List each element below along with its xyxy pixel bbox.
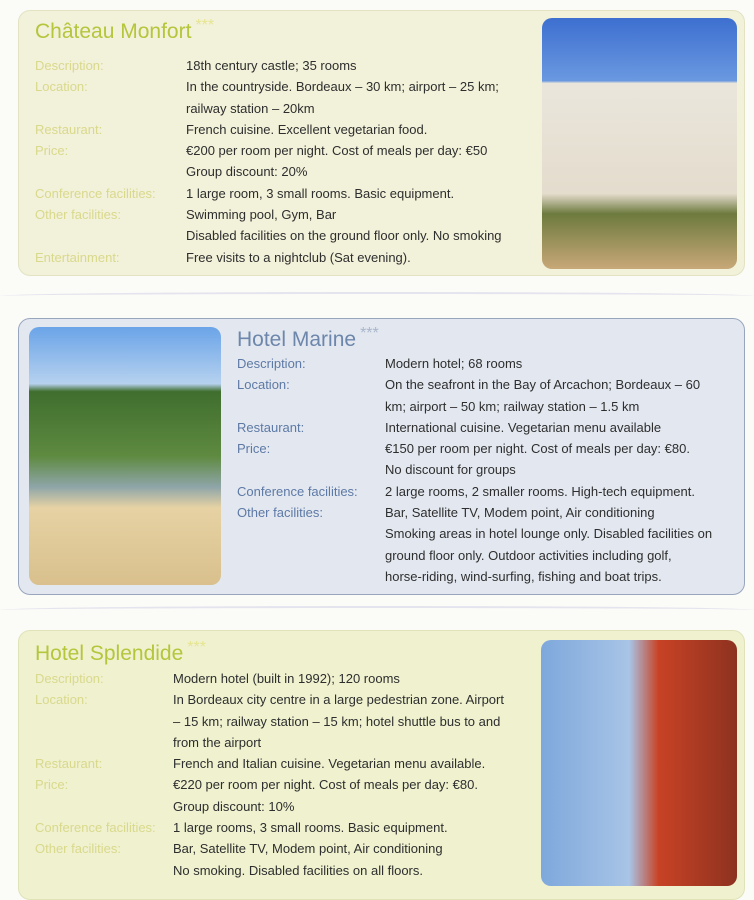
detail-label: Conference facilities: [237, 483, 358, 499]
detail-row [237, 523, 712, 544]
detail-row [237, 566, 712, 587]
hotel-card-chateau-monfort [18, 10, 745, 276]
detail-row [35, 838, 504, 859]
detail-value: French and Italian cuisine. Vegetarian menu available. [173, 756, 486, 772]
detail-value: Modern hotel; 68 rooms [385, 356, 523, 371]
detail-label [237, 459, 385, 480]
detail-row [35, 161, 502, 182]
detail-value: 2 large rooms, 2 smaller rooms. High-tech equipment. [385, 483, 695, 499]
hotel-title [35, 17, 214, 44]
detail-value: from the airport [173, 734, 262, 750]
detail-label: Location: [237, 377, 290, 393]
detail-row [237, 374, 712, 395]
detail-value: On the seafront in the Bay of Arcachon; Bordeaux – 60 [385, 377, 701, 393]
detail-value: French cuisine. Excellent vegetarian food. [186, 121, 428, 137]
detail-value: km; airport – 50 km; railway station – 1.5 km [385, 398, 640, 414]
detail-label: Location: [35, 79, 88, 95]
hotel-card-hotel-marine [18, 318, 745, 595]
hotel-card-hotel-splendide [18, 630, 745, 900]
divider [0, 606, 754, 614]
detail-value: International cuisine. Vegetarian menu available [385, 419, 662, 435]
detail-value: Swimming pool, Gym, Bar [186, 207, 337, 223]
detail-value: Disabled facilities on the ground floor only. No smoking [186, 228, 502, 244]
detail-value: €220 per room per night. Cost of meals per day: €80. [173, 777, 478, 793]
detail-row [237, 438, 712, 459]
detail-label: Entertainment: [35, 249, 120, 265]
detail-label: Conference facilities: [35, 820, 156, 836]
hotel-name: Hotel Marine [237, 328, 357, 351]
detail-label: Conference facilities: [35, 185, 156, 201]
hotel-title [35, 639, 206, 666]
detail-value: Modern hotel (built in 1992); 120 rooms [173, 671, 400, 686]
detail-label [35, 860, 173, 881]
detail-row [35, 689, 504, 710]
detail-value: – 15 km; railway station – 15 km; hotel shuttle bus to and [173, 713, 501, 729]
hotel-photo [542, 18, 737, 269]
detail-label: Description: [35, 58, 104, 73]
detail-row [35, 668, 504, 689]
detail-label: Restaurant: [35, 756, 103, 772]
detail-value: No discount for groups [385, 462, 516, 478]
detail-value: 1 large rooms, 3 small rooms. Basic equipment. [173, 820, 448, 836]
detail-label [237, 523, 385, 544]
detail-label [35, 225, 186, 246]
detail-value: In Bordeaux city centre in a large pedestrian zone. Airport [173, 692, 504, 708]
detail-row [35, 183, 502, 204]
detail-row [35, 76, 502, 97]
detail-label [35, 711, 173, 732]
detail-row [35, 796, 504, 817]
detail-label [35, 732, 173, 753]
detail-row [35, 247, 502, 268]
detail-row [35, 225, 502, 246]
detail-value: Smoking areas in hotel lounge only. Disabled facilities on [385, 526, 713, 542]
detail-row [35, 140, 502, 161]
detail-row [35, 711, 504, 732]
detail-value: In the countryside. Bordeaux – 30 km; airport – 25 km; [186, 79, 499, 95]
detail-value: Group discount: 10% [173, 798, 295, 814]
detail-label: Description: [35, 671, 104, 686]
hotel-photo [541, 640, 737, 886]
hotel-photo [29, 327, 221, 585]
detail-label: Price: [35, 777, 69, 793]
detail-value: ground floor only. Outdoor activities including golf, [385, 547, 672, 563]
detail-row [35, 753, 504, 774]
detail-value: 18th century castle; 35 rooms [186, 58, 357, 73]
detail-row [35, 860, 504, 881]
detail-value: Group discount: 20% [186, 164, 308, 180]
detail-label: Price: [35, 143, 69, 159]
detail-label [35, 98, 186, 119]
hotel-name: Hotel Splendide [35, 642, 184, 665]
hotel-details [237, 353, 712, 587]
detail-row [237, 545, 712, 566]
detail-value: Bar, Satellite TV, Modem point, Air conditioning [173, 841, 443, 857]
detail-value: 1 large room, 3 small rooms. Basic equipment. [186, 185, 455, 201]
detail-label: Price: [237, 441, 271, 457]
detail-label [237, 396, 385, 417]
detail-row [35, 204, 502, 225]
detail-value: railway station – 20km [186, 100, 315, 116]
hotel-name: Château Monfort [35, 20, 192, 43]
detail-value: €200 per room per night. Cost of meals per day: €50 [186, 143, 488, 159]
detail-row [237, 417, 712, 438]
hotel-title [237, 325, 379, 352]
detail-value: horse-riding, wind-surfing, fishing and boat trips. [385, 568, 662, 584]
detail-row [237, 353, 712, 374]
detail-label [35, 161, 186, 182]
divider [0, 292, 754, 300]
detail-label: Other facilities: [35, 841, 121, 857]
detail-label: Other facilities: [35, 207, 121, 223]
star-rating: *** [187, 639, 206, 656]
detail-row [237, 502, 712, 523]
detail-label [35, 796, 173, 817]
detail-label [237, 566, 385, 587]
detail-row [35, 817, 504, 838]
detail-row [237, 396, 712, 417]
detail-label [237, 545, 385, 566]
detail-row [237, 481, 712, 502]
detail-row [35, 55, 502, 76]
detail-label: Location: [35, 692, 88, 708]
detail-label: Restaurant: [237, 419, 305, 435]
detail-value: Free visits to a nightclub (Sat evening). [186, 249, 411, 265]
star-rating: *** [360, 325, 379, 342]
detail-label: Description: [237, 356, 306, 371]
star-rating: *** [195, 17, 215, 34]
detail-label: Restaurant: [35, 121, 103, 137]
detail-label: Other facilities: [237, 505, 323, 521]
detail-row [237, 459, 712, 480]
hotel-details [35, 55, 502, 268]
detail-value: €150 per room per night. Cost of meals per day: €80. [385, 441, 690, 457]
detail-row [35, 774, 504, 795]
detail-value: No smoking. Disabled facilities on all floors. [173, 862, 423, 878]
detail-row [35, 119, 502, 140]
detail-row [35, 98, 502, 119]
hotel-details [35, 668, 504, 881]
detail-row [35, 732, 504, 753]
detail-value: Bar, Satellite TV, Modem point, Air conditioning [385, 505, 655, 521]
